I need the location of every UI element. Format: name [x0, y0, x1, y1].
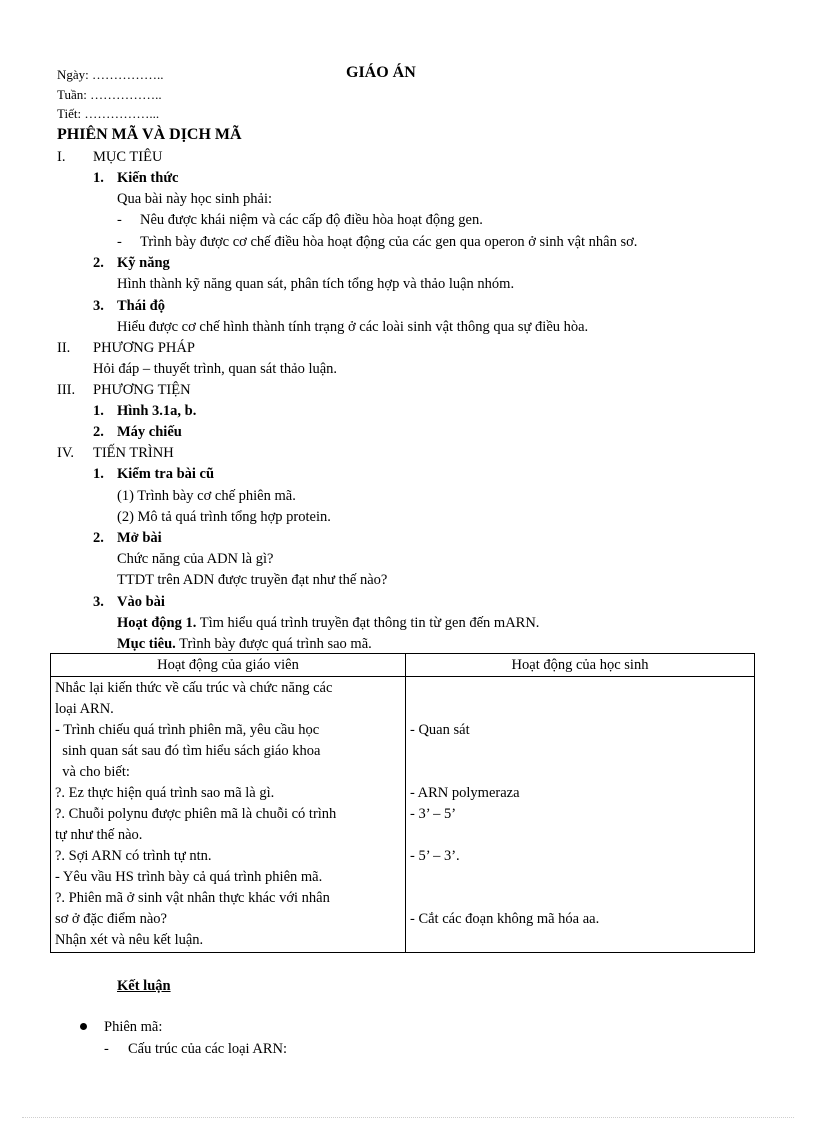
teacher-line: Nhắc lại kiến thức về cấu trúc và chức năng các — [55, 680, 333, 696]
teacher-line: sinh quan sát sau đó tìm hiểu sách giáo khoa — [55, 743, 321, 759]
knowledge-item: Trình bày được cơ chế điều hòa hoạt động của các gen qua operon ở sinh vật nhân sơ. — [140, 234, 638, 250]
section-1-number: I. — [57, 149, 66, 165]
student-line: - Cắt các đoạn không mã hóa aa. — [410, 911, 600, 927]
bullet-icon — [80, 1023, 87, 1030]
student-line — [410, 762, 750, 783]
sub-4-1-heading: Kiểm tra bài cũ — [117, 466, 215, 482]
student-line: - 3’ – 5’ — [410, 806, 457, 822]
teacher-line: - Yêu vầu HS trình bày cả quá trình phiên mã. — [55, 869, 323, 885]
activity-text: Tìm hiểu quá trình truyền đạt thông tin từ gen đến mARN. — [196, 615, 540, 631]
section-2-number: II. — [57, 340, 71, 356]
opening-question: TTDT trên ADN được truyền đạt như thế nào? — [117, 572, 388, 588]
date-field: Ngày: …………….. — [57, 67, 164, 82]
student-line — [410, 867, 750, 888]
activity-label: Hoạt động 1. — [117, 615, 197, 631]
sub-1-2-heading: Kỹ năng — [117, 255, 170, 271]
teacher-line: sơ ở đặc điểm nào? — [55, 911, 167, 927]
section-4-heading: TIẾN TRÌNH — [93, 445, 174, 461]
goal-line — [117, 635, 372, 653]
section-4-number: IV. — [57, 445, 75, 461]
student-line: - Quan sát — [410, 722, 470, 738]
student-line: - 5’ – 3’. — [410, 848, 460, 864]
activity-table — [50, 653, 755, 953]
material-number: 2. — [93, 424, 104, 440]
document-title: GIÁO ÁN — [346, 64, 416, 81]
conclusion-heading: Kết luận — [117, 978, 171, 994]
student-line — [410, 678, 750, 699]
sub-4-3-number: 3. — [93, 594, 104, 610]
teacher-line: ?. Chuỗi polynu được phiên mã là chuỗi có trình — [55, 806, 337, 822]
teacher-line: ?. Ez thực hiện quá trình sao mã là gì. — [55, 785, 275, 801]
knowledge-intro: Qua bài này học sinh phải: — [117, 191, 273, 207]
sub-1-1-heading: Kiến thức — [117, 170, 179, 186]
teacher-activities-cell — [51, 677, 406, 953]
student-column-header: Hoạt động của học sinh — [406, 654, 755, 677]
week-field: Tuần: …………….. — [57, 87, 162, 102]
material-item: Hình 3.1a, b. — [117, 403, 197, 419]
method-text: Hỏi đáp – thuyết trình, quan sát thảo luận. — [93, 361, 338, 377]
sub-1-3-heading: Thái độ — [117, 298, 165, 314]
teacher-line: loại ARN. — [55, 701, 114, 717]
sub-4-3-heading: Vào bài — [117, 594, 165, 610]
teacher-line: ?. Sợi ARN có trình tự ntn. — [55, 848, 212, 864]
material-number: 1. — [93, 403, 104, 419]
goal-text: Trình bày được quá trình sao mã. — [175, 636, 372, 652]
student-line — [410, 930, 750, 951]
teacher-line: và cho biết: — [55, 764, 130, 780]
sub-4-2-heading: Mở bài — [117, 530, 162, 546]
student-line — [410, 741, 750, 762]
section-3-number: III. — [57, 382, 76, 398]
sub-1-1-number: 1. — [93, 170, 104, 186]
period-field: Tiết: ……………... — [57, 106, 160, 121]
student-line: - ARN polymeraza — [410, 785, 520, 801]
review-question: (1) Trình bày cơ chế phiên mã. — [117, 488, 296, 504]
student-line — [410, 825, 750, 846]
section-2-heading: PHƯƠNG PHÁP — [93, 340, 195, 356]
teacher-line: Nhận xét và nêu kết luận. — [55, 932, 204, 948]
student-activities-cell — [406, 677, 755, 953]
goal-label: Mục tiêu. — [117, 636, 176, 652]
skills-text: Hình thành kỹ năng quan sát, phân tích tổng hợp và thảo luận nhóm. — [117, 276, 515, 292]
conclusion-bullet: Phiên mã: — [104, 1019, 163, 1035]
student-line — [410, 888, 750, 909]
dash: - — [117, 234, 122, 250]
section-1-heading: MỤC TIÊU — [93, 149, 163, 165]
dash: - — [104, 1041, 109, 1057]
opening-question: Chức năng của ADN là gì? — [117, 551, 274, 567]
section-3-heading: PHƯƠNG TIỆN — [93, 382, 191, 398]
student-line — [410, 699, 750, 720]
teacher-line: ?. Phiên mã ở sinh vật nhân thực khác với nhân — [55, 890, 330, 906]
dash: - — [117, 212, 122, 228]
lesson-title: PHIÊN MÃ VÀ DỊCH MÃ — [57, 126, 242, 143]
knowledge-item: Nêu được khái niệm và các cấp độ điều hòa hoạt động gen. — [140, 212, 483, 228]
material-item: Máy chiếu — [117, 424, 182, 440]
table-row — [51, 677, 755, 953]
activity-line — [117, 614, 539, 632]
sub-4-1-number: 1. — [93, 466, 104, 482]
teacher-line: tự như thế nào. — [55, 827, 143, 843]
teacher-column-header: Hoạt động của giáo viên — [51, 654, 406, 677]
review-question: (2) Mô tả quá trình tổng hợp protein. — [117, 509, 331, 525]
attitude-text: Hiểu được cơ chế hình thành tính trạng ở các loài sinh vật thông qua sự điều hòa. — [117, 319, 589, 335]
sub-1-3-number: 3. — [93, 298, 104, 314]
teacher-line: - Trình chiếu quá trình phiên mã, yêu cầu học — [55, 722, 320, 738]
sub-1-2-number: 2. — [93, 255, 104, 271]
sub-4-2-number: 2. — [93, 530, 104, 546]
page-bottom-border — [22, 1117, 794, 1118]
conclusion-sub-item: Cấu trúc của các loại ARN: — [128, 1041, 288, 1057]
table-header-row — [51, 654, 755, 677]
